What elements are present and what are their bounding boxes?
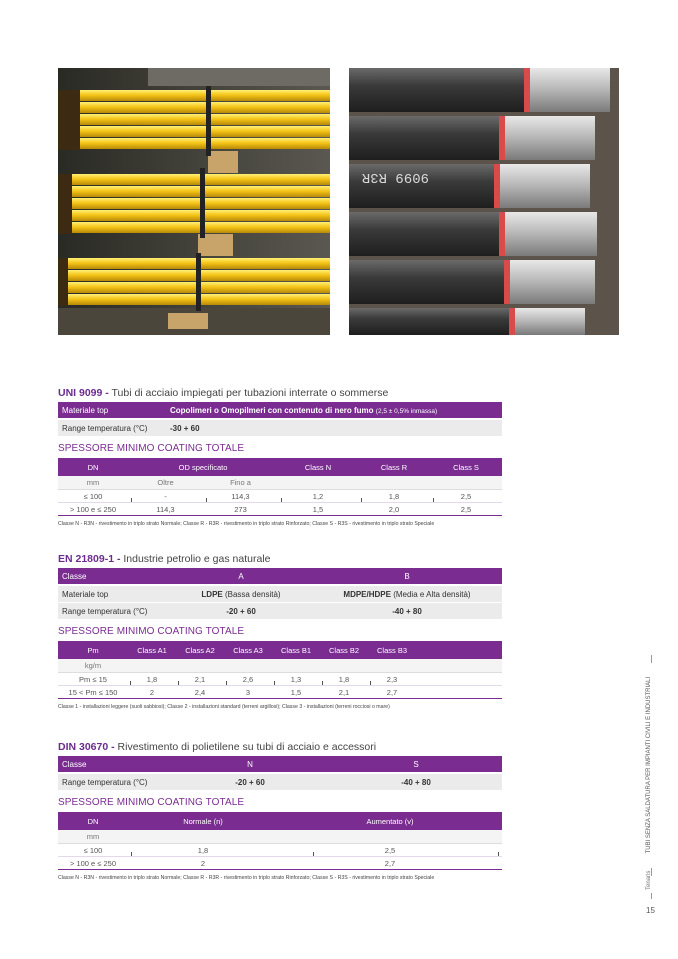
table-row [58, 686, 502, 699]
tick [313, 852, 314, 856]
cell: 1,2 [312, 491, 324, 501]
tick [178, 681, 179, 685]
cell: 2,7 [384, 858, 396, 868]
table-row [58, 673, 502, 686]
subhead-spessore: SPESSORE MINIMO COATING TOTALE [58, 443, 245, 454]
table-header [58, 812, 502, 830]
cell: ≤ 100 [83, 845, 103, 855]
cell: 2 [149, 687, 155, 697]
tick [281, 498, 282, 502]
unit-fino-a: Fino a [230, 478, 251, 487]
units-row [58, 476, 502, 490]
unit-mm: mm [86, 832, 100, 841]
cell: 2 [200, 858, 206, 868]
cell: 2,1 [338, 687, 350, 697]
tick [131, 852, 132, 856]
subhead-spessore: SPESSORE MINIMO COATING TOTALE [58, 797, 245, 808]
cell: 15 < Pm ≤ 150 [68, 687, 118, 697]
brand-name: Tenaris [646, 870, 652, 890]
col-dn: DN [87, 816, 99, 826]
photo-coated-pipes [349, 68, 619, 335]
value-b: -40 + 80 [392, 606, 422, 616]
col-aumentato: Aumentato (v) [366, 816, 414, 826]
page-number: 15 [646, 906, 655, 915]
cell: 3 [245, 687, 251, 697]
cell: ≤ 100 [83, 491, 103, 501]
units-row [58, 830, 502, 844]
value-a-desc: (Bassa densità) [224, 589, 281, 599]
section-title-code: UNI 9099 - [58, 387, 109, 399]
unit-kgm: kg/m [84, 661, 102, 670]
table-row [58, 857, 502, 870]
col-n: N [247, 759, 253, 769]
cell: Pm ≤ 15 [79, 674, 107, 684]
tick [130, 681, 131, 685]
section-title [58, 387, 502, 400]
yellow-pipes-illustration [58, 68, 330, 335]
tick [498, 852, 499, 856]
tick [361, 498, 362, 502]
cell: 114,3 [231, 491, 250, 501]
unit-mm: mm [86, 478, 100, 487]
row-materiale-top [58, 402, 502, 418]
col-class-r: Class R [380, 462, 408, 472]
cell: 2,0 [388, 504, 400, 514]
value-s: -40 + 80 [401, 777, 431, 787]
row-label: Range temperatura (°C) [62, 777, 148, 787]
side-rule-bottom [651, 893, 652, 899]
tick [370, 681, 371, 685]
row-classe [58, 568, 502, 584]
cell: 2,5 [460, 504, 472, 514]
pipe-marking: 9099 R3R [361, 169, 429, 185]
col-od: OD specificato [178, 462, 228, 472]
cell: 1,8 [197, 845, 209, 855]
value-a-name: LDPE [201, 589, 223, 599]
row-label: Classe [62, 759, 87, 769]
col-class: Class A2 [185, 645, 215, 655]
table-row [58, 503, 502, 516]
section-title-desc: Industrie petrolio e gas naturale [123, 553, 271, 565]
col-class: Class B1 [280, 645, 311, 655]
cell: 2,1 [194, 674, 206, 684]
cell: 2,5 [460, 491, 472, 501]
table-row [58, 844, 502, 857]
tick [226, 681, 227, 685]
tick [274, 681, 275, 685]
col-class-s: Class S [453, 462, 479, 472]
section-uni-9099 [58, 387, 502, 527]
footnote: Classe N - R3N - rivestimento in triplo strato Normale; Classe R - R3R - rivestimento in triplo strato Rinforzato; Classe S - R3S - rivestimento in triplo strato Speciale [58, 875, 435, 881]
col-normale: Normale (n) [183, 816, 223, 826]
col-b: B [404, 571, 410, 581]
cell: 2,4 [194, 687, 206, 697]
cell: 2,3 [386, 674, 398, 684]
section-din-30670 [58, 741, 502, 881]
subhead-spessore: SPESSORE MINIMO COATING TOTALE [58, 626, 245, 637]
col-class: Class B2 [328, 645, 359, 655]
row-value: Copolimeri o Omopilmeri con contenuto di nero fumo [170, 405, 374, 415]
section-en-21809-1 [58, 553, 502, 710]
section-title [58, 741, 502, 754]
cell: 273 [234, 504, 247, 514]
cell: 1,5 [290, 687, 302, 697]
col-class: Class A3 [233, 645, 263, 655]
section-title [58, 553, 502, 566]
row-classe [58, 756, 502, 772]
coated-pipes-illustration [349, 68, 619, 335]
table-header [58, 641, 502, 659]
cell: 2,5 [384, 845, 396, 855]
cell: 1,8 [338, 674, 350, 684]
tick [433, 498, 434, 502]
cell: 1,8 [388, 491, 400, 501]
col-class: Class A1 [137, 645, 167, 655]
publication-title: TUBI SENZA SALDATURA PER IMPIANTI CIVILI E INDUSTRIALI [646, 676, 652, 854]
row-range-temperatura [58, 420, 502, 436]
table-row [58, 490, 502, 503]
row-range-temperatura [58, 774, 502, 790]
cell: 2,7 [386, 687, 398, 697]
row-value-note: (2,5 ± 0,5% inmassa) [375, 407, 438, 415]
tick [131, 498, 132, 502]
unit-oltre: Oltre [157, 478, 174, 487]
row-label: Materiale top [62, 589, 109, 599]
footnote: Classe N - R3N - rivestimento in triplo strato Normale; Classe R - R3R - rivestimento in triplo strato Rinforzato; Classe S - R3S - rivestimento in triplo strato Speciale [58, 521, 435, 527]
cell: 2,6 [242, 674, 254, 684]
row-value: -30 + 60 [170, 423, 200, 433]
cell: 1,8 [146, 674, 158, 684]
table-header [58, 458, 502, 476]
col-a: A [238, 571, 244, 581]
side-vertical-text [646, 630, 652, 890]
row-label: Range temperatura (°C) [62, 606, 148, 616]
tick [322, 681, 323, 685]
section-title-desc: Tubi di acciaio impiegati per tubazioni interrate o sommerse [111, 387, 389, 399]
row-label: Range temperatura (°C) [62, 423, 148, 433]
row-label: Materiale top [62, 405, 109, 415]
col-class: Class B3 [376, 645, 407, 655]
value-b-name: MDPE/HDPE [343, 589, 391, 599]
value-a: -20 + 60 [226, 606, 256, 616]
row-label: Classe [62, 571, 87, 581]
row-materiale-top [58, 586, 502, 602]
col-class-n: Class N [304, 462, 332, 472]
row-range-temperatura [58, 603, 502, 619]
cell: 1,3 [290, 674, 302, 684]
units-row [58, 659, 502, 673]
cell: > 100 e ≤ 250 [69, 858, 117, 868]
value-n: -20 + 60 [235, 777, 265, 787]
cell: - [164, 491, 167, 501]
cell: > 100 e ≤ 250 [69, 504, 117, 514]
col-s: S [413, 759, 419, 769]
section-title-desc: Rivestimento di polietilene su tubi di acciaio e accessori [117, 741, 377, 753]
tick [206, 498, 207, 502]
footnote: Classe 1 - installazioni leggere (suoli sabbiosi); Classe 2 - installazioni standard (terreni argillosi); Classe 3 - installazioni (terreni rocciosi o mare) [58, 704, 390, 710]
section-title-code: EN 21809-1 - [58, 553, 121, 565]
col-pm: Pm [87, 645, 99, 655]
cell: 1,5 [312, 504, 324, 514]
cell: 114,3 [156, 504, 175, 514]
col-dn: DN [87, 462, 99, 472]
value-b-desc: (Media e Alta densità) [393, 589, 471, 599]
photo-yellow-pipes [58, 68, 330, 335]
section-title-code: DIN 30670 - [58, 741, 115, 753]
